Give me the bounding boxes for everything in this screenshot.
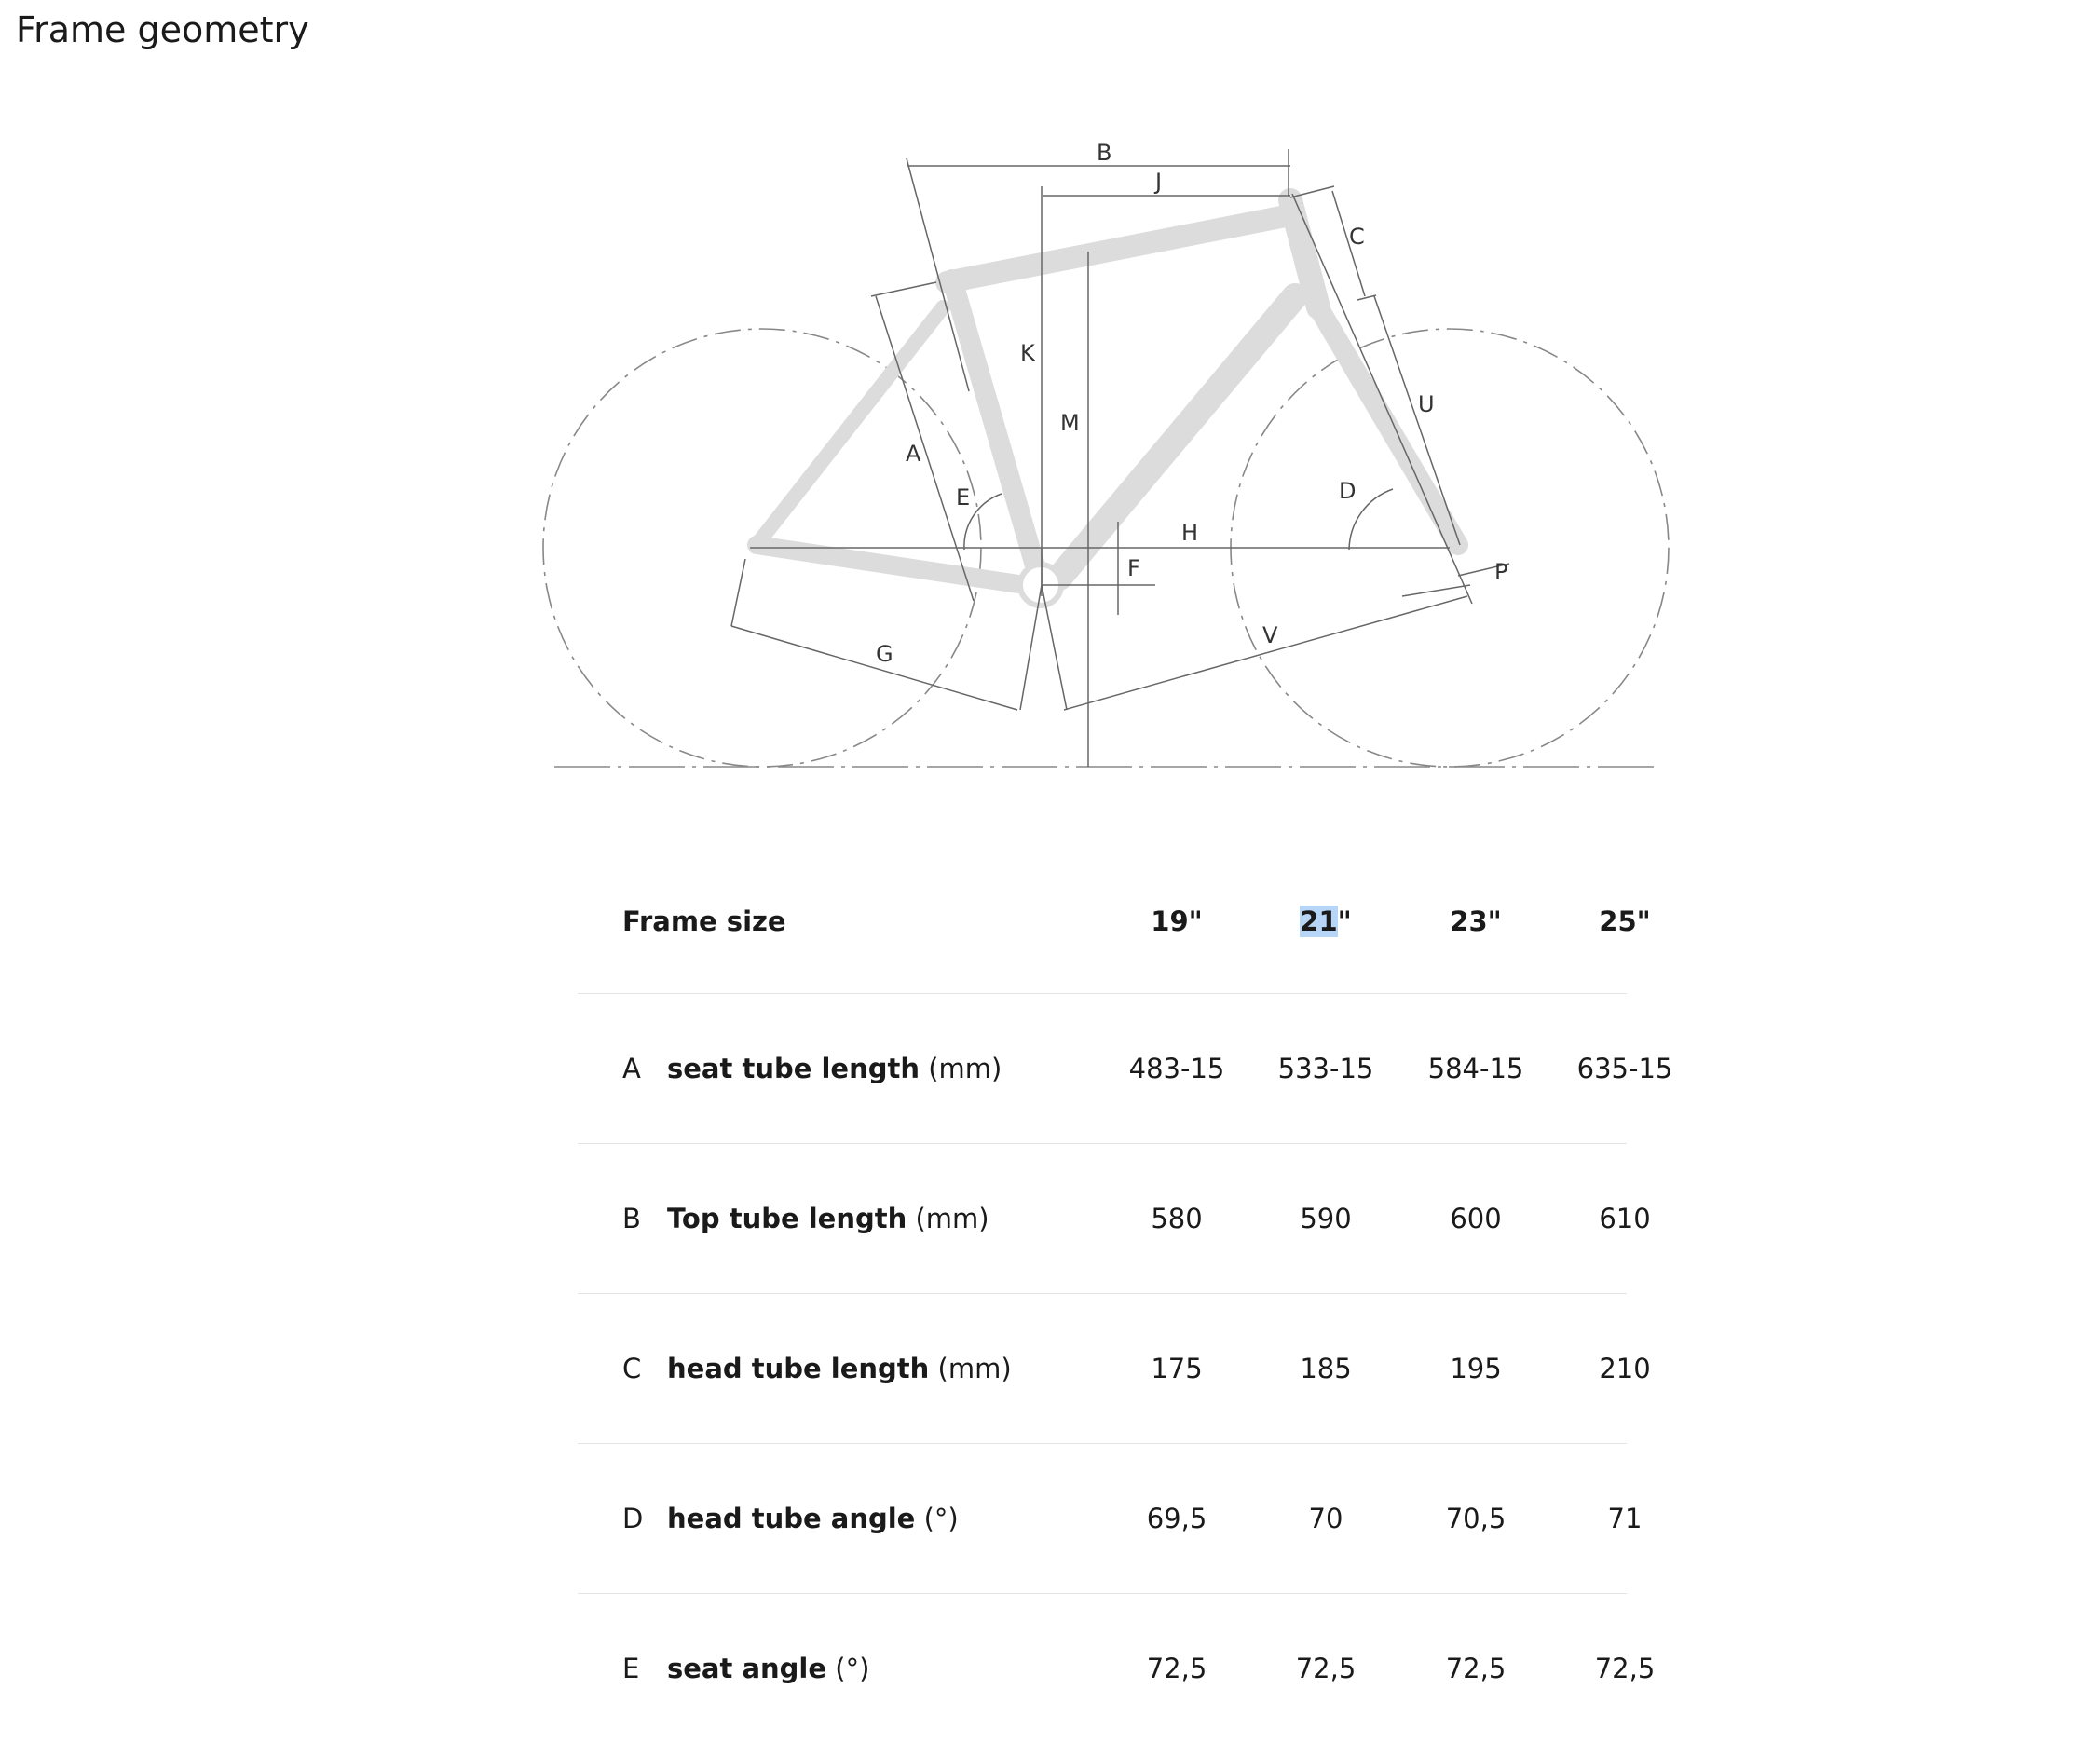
row-label [667,1444,959,1593]
row-value: 483-15 [1128,1053,1225,1084]
row-name: seat angle [667,1653,827,1684]
row-value: 70 [1308,1503,1343,1534]
row-code: C [622,1353,642,1384]
dim-label-h: H [1181,520,1199,546]
row-value: 584-15 [1427,1053,1524,1084]
dim-label-m: M [1060,410,1080,436]
row-name: head tube length [667,1353,930,1384]
size-21-suffix: " [1337,905,1352,937]
size-23[interactable]: 23" [1450,905,1502,937]
dim-label-u: U [1418,391,1435,417]
size-25[interactable]: 25" [1599,905,1651,937]
row-value: 600 [1450,1203,1502,1234]
table-row [578,1294,1651,1444]
row-value: 175 [1151,1353,1203,1384]
dim-label-g: G [876,641,893,667]
row-code: E [622,1653,640,1684]
frame-geometry-diagram [0,0,2100,838]
dim-label-a: A [906,441,921,467]
row-value: 72,5 [1445,1653,1507,1684]
row-value: 580 [1151,1203,1203,1234]
row-name: Top tube length [667,1203,907,1234]
geometry-table [578,849,1673,1743]
row-value: 210 [1599,1353,1651,1384]
row-value: 72,5 [1594,1653,1656,1684]
table-row [578,1144,1651,1294]
row-value: 72,5 [1295,1653,1357,1684]
row-unit: (°) [826,1653,870,1684]
table-header-row [578,849,1651,994]
row-unit: (°) [915,1503,959,1534]
row-value: 69,5 [1146,1503,1207,1534]
row-unit: (mm) [907,1203,989,1234]
dim-label-v: V [1262,622,1278,648]
table-row [578,994,1673,1144]
dim-label-d: D [1339,478,1357,504]
dim-label-p: P [1494,559,1508,585]
row-value: 70,5 [1445,1503,1507,1534]
row-value: 195 [1450,1353,1502,1384]
row-value: 185 [1300,1353,1352,1384]
row-label [667,1144,989,1293]
size-19[interactable]: 19" [1151,905,1203,937]
dim-label-b: B [1097,140,1112,166]
row-value: 72,5 [1146,1653,1207,1684]
row-code: B [622,1203,641,1234]
row-name: head tube angle [667,1503,916,1534]
dim-label-k: K [1020,340,1035,366]
row-value: 635-15 [1576,1053,1673,1084]
dim-label-e: E [956,484,971,511]
table-row [578,1594,1656,1743]
dim-label-j: J [1155,169,1163,195]
row-value: 71 [1607,1503,1643,1534]
frame-size-label: Frame size [622,905,786,937]
table-row [578,1444,1643,1594]
row-code: D [622,1503,644,1534]
dim-label-f: F [1127,555,1140,581]
row-label [667,994,1002,1143]
row-value: 533-15 [1277,1053,1374,1084]
row-value: 610 [1599,1203,1651,1234]
dim-label-c: C [1349,224,1365,250]
size-21[interactable] [1251,849,1400,993]
row-code: A [622,1053,641,1084]
page-title: Frame geometry [16,9,309,50]
row-unit: (mm) [929,1353,1012,1384]
row-name: seat tube length [667,1053,920,1084]
row-label [667,1294,1012,1443]
row-value: 590 [1300,1203,1352,1234]
size-21-highlight: 21 [1300,905,1338,937]
bike-frame [757,200,1458,606]
row-unit: (mm) [920,1053,1002,1084]
row-label [667,1594,869,1743]
